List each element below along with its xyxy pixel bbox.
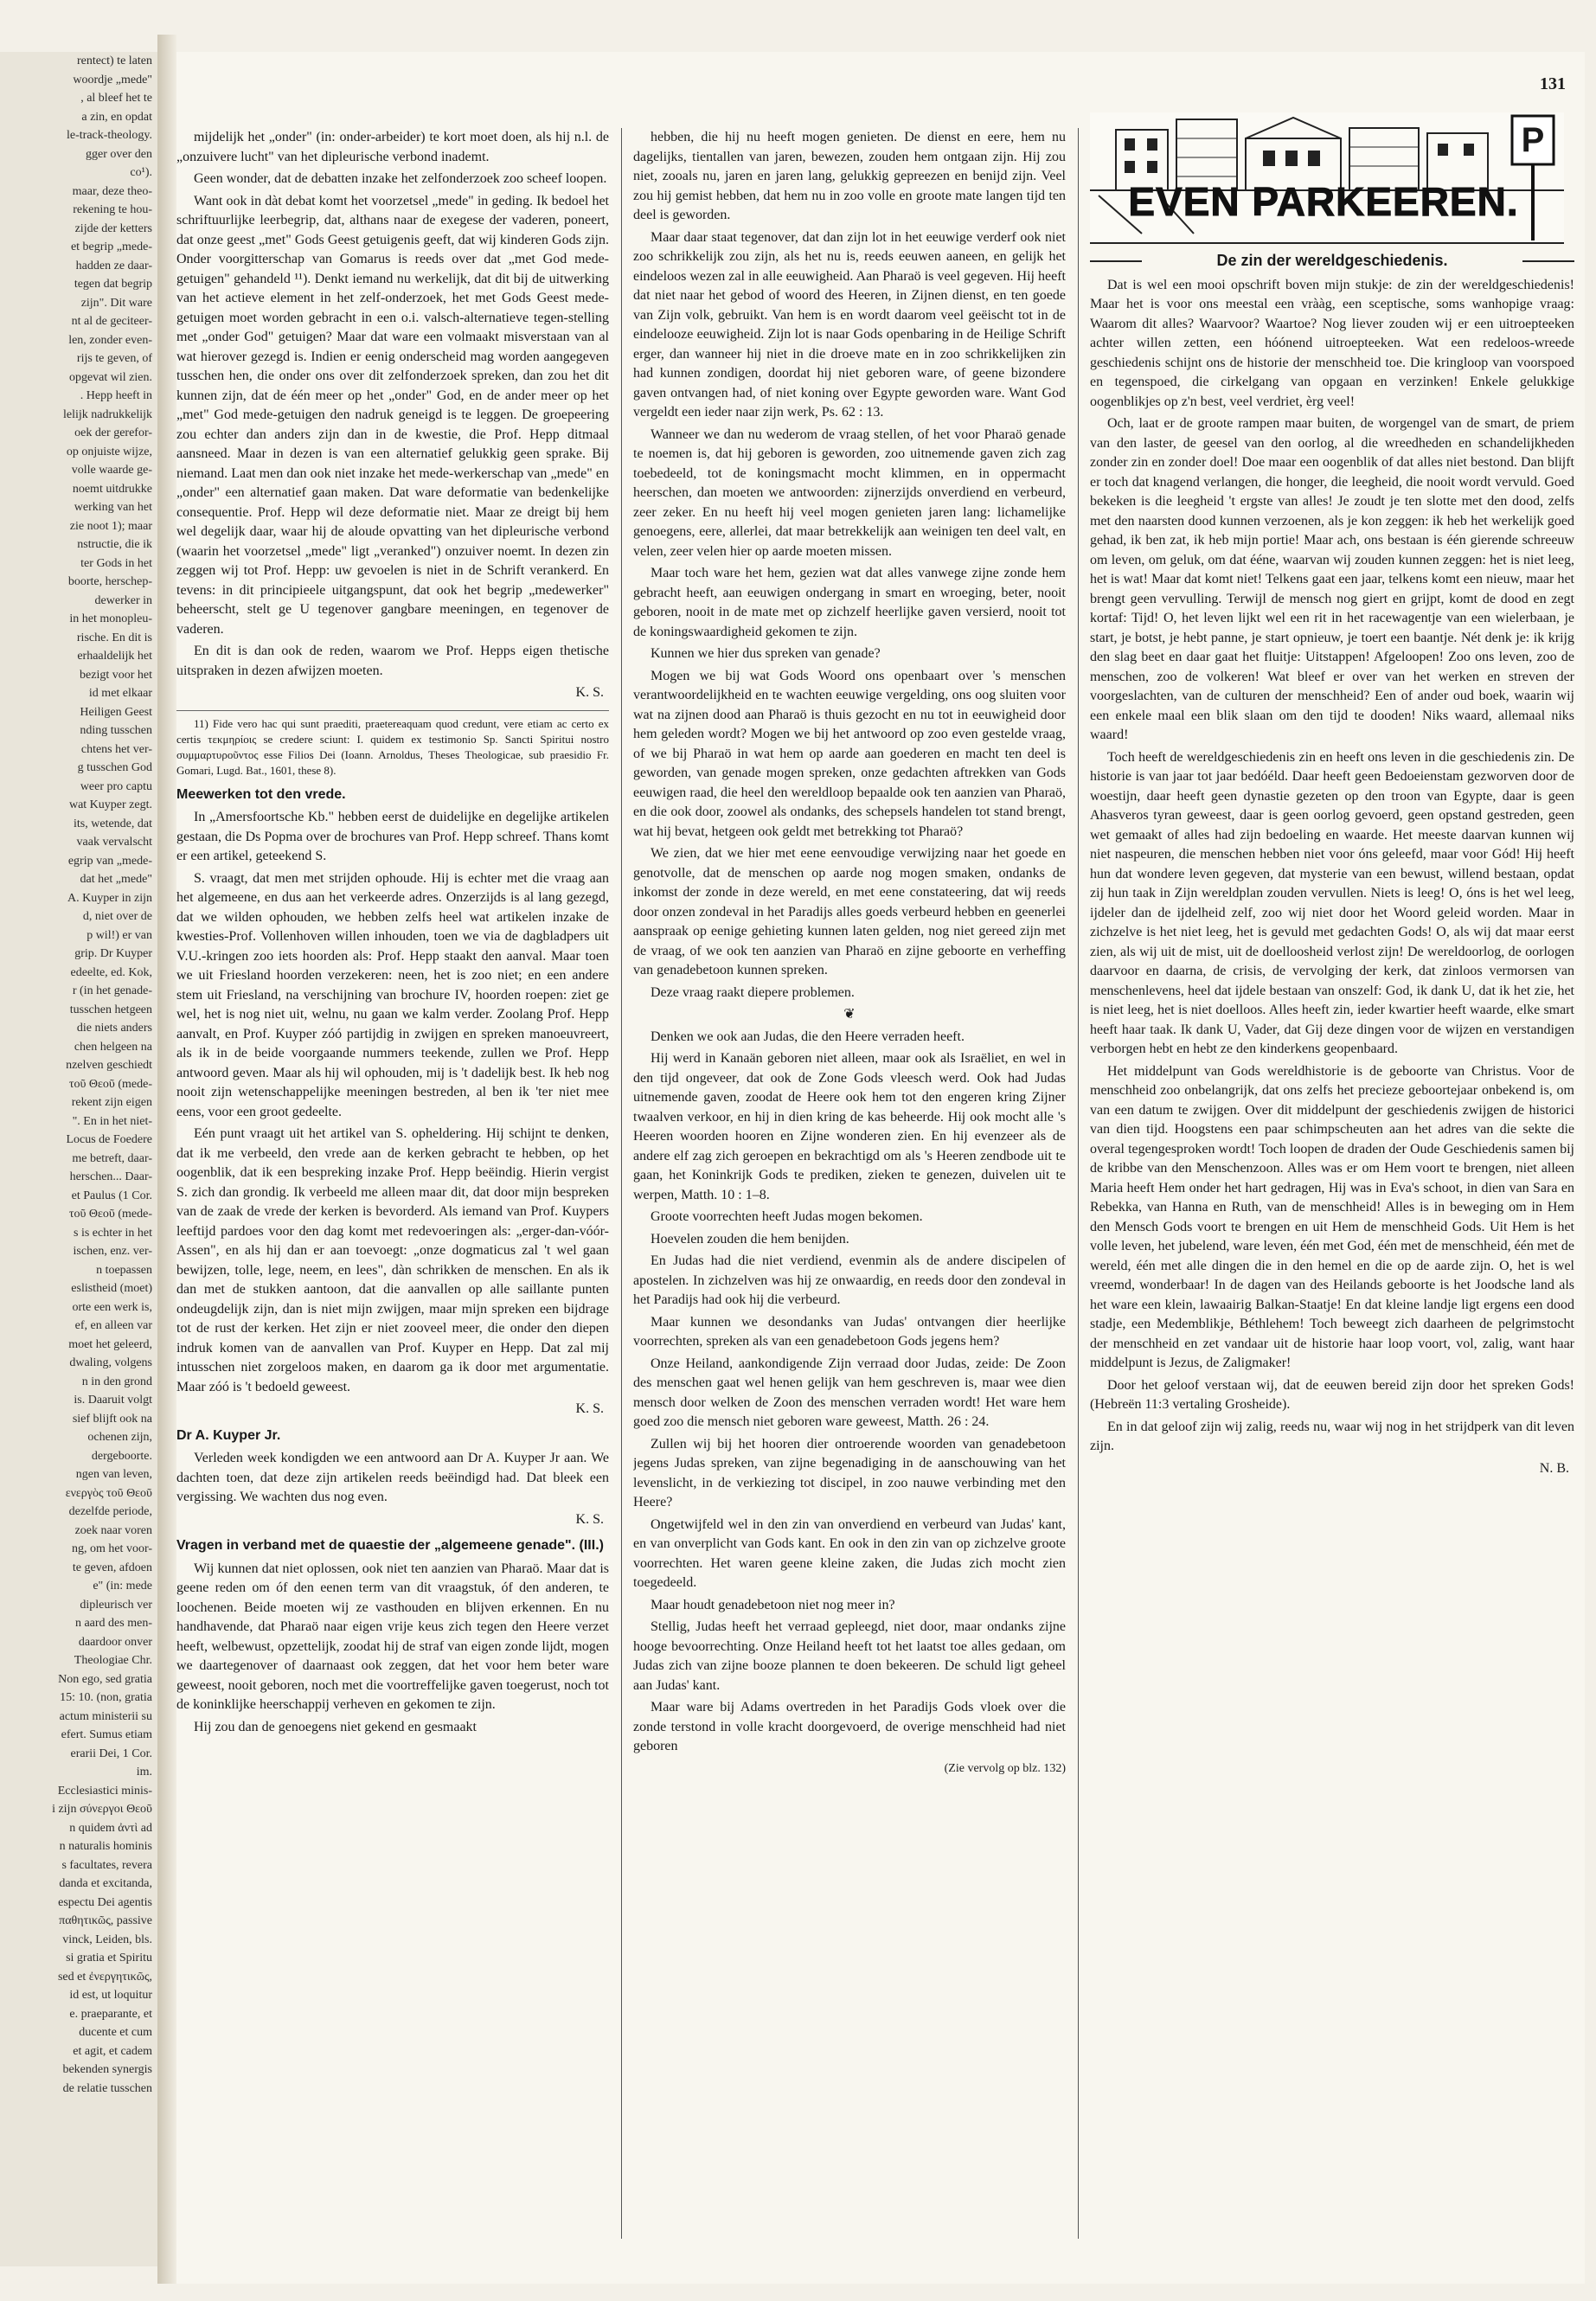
paragraph: Door het geloof verstaan wij, dat de eeuwen bereid zijn door het spreken Gods! (Hebreën 11:3 vertaling Grosheide). xyxy=(1090,1377,1574,1412)
prev-page-line: daardoor onver xyxy=(78,1635,152,1649)
column-rule xyxy=(621,128,622,2239)
prev-page-line: chtens het ver- xyxy=(80,742,152,756)
prev-page-line: bekenden synergis xyxy=(62,2063,152,2076)
prev-page-line: ducente et cum xyxy=(79,2026,152,2039)
prev-page-line: 15: 10. (non, gratia xyxy=(60,1691,152,1704)
paragraph: Onze Heiland, aankondigende Zijn verraad door Judas, zeide: De Zoon des menschen gaat wel henen gelijk van hem geschreven is, maar wee dien mensch door welken de Zoon des menschen verraden wordt! Het ware hem goed zoo die mensch niet geboren ware geweest, Matth. 26 : 24. xyxy=(633,1356,1066,1429)
prev-page-line: n in den grond xyxy=(81,1375,152,1388)
prev-page-line: s facultates, revera xyxy=(61,1858,152,1872)
prev-page-line: n toepassen xyxy=(96,1263,152,1277)
column-banner xyxy=(1090,112,1564,244)
prev-page-line: tegen dat begrip xyxy=(74,278,152,291)
prev-page-line: zoek naar voren xyxy=(74,1523,152,1537)
paragraph: Hij zou dan de genoegens niet gekend en gesmaakt xyxy=(194,1719,477,1734)
prev-page-line: rische. En dit is xyxy=(76,631,152,644)
prev-page-line: vaak vervalscht xyxy=(76,836,152,849)
prev-page-line: herschen... Daar- xyxy=(69,1170,152,1183)
prev-page-line: werking van het xyxy=(74,501,152,514)
prev-page-line: sed et ἐνεργητικῶς, xyxy=(57,1970,152,1984)
prev-page-line: ochenen zijn, xyxy=(87,1431,152,1444)
prev-page-line: espectu Dei agentis xyxy=(58,1895,152,1909)
prev-page-line: n aard des men- xyxy=(74,1617,152,1630)
prev-page-line: ischen, enz. ver- xyxy=(73,1245,152,1258)
prev-page-line: egrip van „mede- xyxy=(67,854,152,868)
paragraph: Maar daar staat tegenover, dat dan zijn lot in het eeuwige verderf ook niet zoo schrikkelijk zou zijn, als het nu is, reeds eeuwen aaneen, en gelijk het eindeloos wezen zal in alle eeuwigheid. Aan Pharaö is veel gegeven. Hij heeft dat niet naar het gebod of woord des Heeren, in Zijnen dienst, en ten goede van Zijn volk, gebruikt. Van hem is en wordt daarom veel geëischt tot in de eindelooze eeuwigheid. Zijn lot is naar Gods openbaring in de Heilige Schrift erger, dan wanneer hij niet in die droeve mate en in zoo schrikkelijken zin had kunnen zondigen, doordat hij niet geboren ware, of geene bizondere gaven ontvangen had, of niet koning over Egypte geworden ware. Want God vergeldt een ieder naar zijn werk, Ps. 62 : 13. xyxy=(633,229,1066,420)
prev-page-line: ng, om het voor- xyxy=(71,1542,152,1555)
paragraph: Kunnen we hier dus spreken van genade? xyxy=(651,646,881,661)
column-3 xyxy=(1090,112,1574,2223)
page-number: 131 xyxy=(1540,74,1566,93)
prev-page-line: len, zonder even- xyxy=(68,333,152,347)
paragraph: Eén punt vraagt uit het artikel van S. opheldering. Hij schijnt te denken, dat ik me verbeeld, den vrede aan de kerken gebracht te hebben, op het oogenblik, dat ik een bespreking inzake Prof. Hepp beëindig. Hierin vergist S. zich dan grondig. Ik verbeeld me alleen maar dit, dat door mijn bespreken van de zaak de vrede der kerken is bevorderd. Als iemand van Prof. Kuypers leeftijd pardoes voor den dag komt met redevoeringen als: „erger-dan-vóór-Assen", en als hij dan er aan toevoegt: „onze dogmaticus zal 't wel gaan bewijzen, tolle, lege, neem, en lees", dàn schrikken de menschen. En als ik dan met de stukken aantoon, dat die aanvallen op alle saillante punten ondeugdelijk zijn, dan is niet mijn zwijgen, maar mijn spreken een bijdrage tot de rust der kerken. Het zijn er niet zooveel meer, die onder den diepen indruk komen van de aanvallen van Prof. Kuyper en Hepp. Dat zal mij intusschen niet zorgeloos maken, en daarom ga ik door met argumentatie. Maar zóó is 't bedoeld geweest. xyxy=(176,1126,609,1394)
paragraph: En dit is dan ook de reden, waarom we Prof. Hepps eigen thetische uitspraken in dezen afwijzen moeten. xyxy=(176,644,609,678)
signature: K. S. xyxy=(575,685,604,700)
prev-page-line: opgevat wil zien. xyxy=(68,370,152,384)
prev-page-line: dergeboorte. xyxy=(91,1449,152,1463)
paragraph: Maar toch ware het hem, gezien wat dat alles vanwege zijne zonde hem gebracht heeft, aan eeuwigen ondergang in smart en wroeging, beter, nooit geboren, nooit in de mate met op zichzelf heerlijke gaven versierd, nooit tot de koningswaardigheid gekomen te zijn. xyxy=(633,566,1066,639)
prev-page-line: te geven, afdoen xyxy=(72,1561,152,1574)
col1-body xyxy=(176,128,609,681)
prev-page-line: nstructie, die ik xyxy=(77,538,152,551)
prev-page-line: nzelven geschiedt xyxy=(66,1059,152,1072)
col3-body xyxy=(1090,276,1574,1457)
prev-page-line: e" (in: mede xyxy=(93,1580,152,1593)
section-title: Dr A. Kuyper Jr. xyxy=(176,1427,281,1443)
prev-page-line: sief blijft ook na xyxy=(72,1412,152,1426)
paragraph: Ongetwijfeld wel in den zin van onverdiend en verbeurd van Judas' kant, en van onverplicht van Gods kant. En ook in den zin van op zichzelve groote voorrechten. Het waren geene kleine zaken, die Judas zich mocht zien toegedeeld. xyxy=(633,1516,1066,1590)
paragraph: Geen wonder, dat de debatten inzake het zelfonderzoek zoo scheef loopen. xyxy=(194,171,607,186)
prev-page-line: its, wetende, dat xyxy=(74,817,152,830)
prev-page-line: hadden ze daar- xyxy=(75,259,152,272)
footnote xyxy=(176,710,609,779)
prev-page-line: erarii Dei, 1 Cor. xyxy=(70,1747,152,1760)
paragraph: Want ook in dàt debat komt het voorzetsel „mede" in geding. Ik bedoel het schriftuurlijke leerbegrip, dat, althans naar de exegese der vaderen, poneert, dat onze geest „met" Gods Geest getuigenis geeft, dat wij kinderen Gods zijn. Onder voorgitterschap van Gomarus is reeds over dat „met God mede-getuigen" gehandeld ¹¹). Denkt iemand nu werkelijk, dat dit bij de uitwerking van het actieve element in het zelf-onderzoek, het met Gods Geest mede-getuigen moet worden gebracht in een o.i. valsch-alternatieve tegen-stelling met „onder God" getuigen? Maar dat ware een volmaakt misverstaan van al wat hierover gezegd is. Indien er eenig onderscheid mag worden aangegeven tusschen hen, die onder ons over dit zelfonderzoek spreken, dan zou het dit kunnen zijn, dat de één meer op het „onder" God, en de ander meer op het „met" God mede-getuigen den nadruk geneigd is te leggen. De groepeering zou echter dan anders zijn dan in de kwestie, die Prof. Hepp ditmaal aansneed. Maar in dezen is van een alternatief gelukkig geen sprake. Bij niemand. Laat men dan ook niet inzake het mede-werkerschap van „mede" en „onder" een alternatief gaan maken. Dat ware deformatie van bedenkelijke consequentie. Prof. Hepp wil deze deformatie niet. Maar ze dreigt bij hem wel degelijk daar, waar hij de aloude opvatting van het dipleurische verbond (waarin het voorzetsel „mede" ligt „veranked") onzuiver noemt. In dezen zin zeggen wij tot Prof. Hepp: uw gevoelen is niet in de Schrift verankerd. En tevens: in dit principieele uitgangspunt, dat ook het begrip „medewerker" beheerscht, stelt ge U tegenover gangbare meeningen, en tegenover de vaderen. xyxy=(176,193,609,637)
prev-page-line: rekent zijn eigen xyxy=(71,1096,152,1109)
prev-page-line: oek der gerefor- xyxy=(74,426,152,439)
prev-page-line: op onjuiste wijze, xyxy=(66,445,152,458)
prev-page-line: Locus de Foedere xyxy=(66,1133,152,1146)
prev-page-line: s is echter in het xyxy=(74,1226,152,1240)
prev-page-line: zijde der ketters xyxy=(74,221,152,235)
paragraph: Denken we ook aan Judas, die den Heere verraden heeft. xyxy=(651,1029,965,1044)
signature: N. B. xyxy=(1539,1460,1569,1476)
prev-page-line: dat het „mede" xyxy=(80,873,152,886)
prev-page-line: wat Kuyper zegt. xyxy=(68,798,152,811)
prev-page-line: vinck, Leiden, bls. xyxy=(62,1932,152,1946)
paragraph: Maar ware bij Adams overtreden in het Paradijs Gods vloek over die zonde terstond in volle kracht doorgevoerd, de overige menschheid had niet geboren xyxy=(633,1700,1066,1753)
prev-page-line: ενεργὸς τοῦ Θεοῦ xyxy=(65,1486,152,1500)
paragraph: Dat is wel een mooi opschrift boven mijn stukje: de zin der wereldgeschiedenis! Maar het is voor ons meestal een vrààg, een sceptische, soms wanhopige vraag: Waarom dit alles? Waarvoor? Waartoe? Nog liever zouden wij er een uitroepteeken achter willen zetten, een hóónend uitroepteeken. Wat een redeloos-wreede geschiedenis schijnt ons de historie der menschheid toe. Die kringloop van voorspoed en tegenspoed, die cirkelgang van opgaan en verzinken! Enkele gelukkige oogenblikjes op z'n best, veel verdriet, èrg veel! xyxy=(1090,277,1574,409)
paragraph: In „Amersfoortsche Kb." hebben eerst de duidelijke en degelijke artikelen gestaan, die Ds Popma over de brochures van Prof. Hepp schreef. Thans komt er een artikel, geteekend S. xyxy=(176,810,609,863)
prev-page-line: i zijn σύνεργοι Θεοῦ xyxy=(52,1803,152,1816)
prev-page-line: p wil!) er van xyxy=(87,928,152,942)
prev-page-line: maar, deze theo- xyxy=(72,184,152,198)
prev-page-line: woordje „mede" xyxy=(73,73,152,87)
prev-page-line: nt al de geciteer- xyxy=(71,315,152,328)
paragraph: Deze vraag raakt diepere problemen. xyxy=(651,984,855,1000)
prev-page-line: grip. Dr Kuyper xyxy=(74,947,152,960)
paragraph: Verleden week kondigden we een antwoord aan Dr A. Kuyper Jr aan. We dachten toen, dat deze zijn artikelen reeds beëindigd had. Dat bleek een vergissing. We wachten dus nog even. xyxy=(176,1451,609,1504)
prev-page-line: Non ego, sed gratia xyxy=(58,1672,152,1686)
section-title: Meewerken tot den vrede. xyxy=(176,786,346,802)
prev-page-line: noemt uitdrukke xyxy=(72,482,152,496)
paragraph: S. vraagt, dat men met strijden ophoude. Hij is echter met die vraag aan het algemeene, en dus aan het verkeerde adres. Onzerzijds is al lang gezegd, dat we wilden ophouden, we hebben zelfs heel wat artikelen inzake de kwesties-Prof. Vollenhoven willen inhouden, toen we via de dagbladpers uit V.U.-kringen zoo iets hoorden als: Prof. Hepp staakt den aanval. Maar toen we uit Friesland hoorden verzekeren: neen, het is zoo niet; en een andere stem uit Friesland, na verschijning van brochure IV, hoorden roepen: ziet ge wel, het is nog niet uit, welnu, nu gaan we kalm verder. Zoolang Prof. Hepp aanvalt, en Prof. Kuyper zóó partijdig in zwijgen en spreken manoeuvreert, als ik in de beide voorgaande nummers teekende, zullen we Prof. Hepp antwoord geven. Maar als hij wil ophouden, mij is 't dadelijk best. Ik heb nog nooit zijn wetenschappelijke meeningen bestreden, al ben ik 'ter niet mee eens, voor een groot gedeelte. xyxy=(176,870,609,1119)
prev-page-line: A. Kuyper in zijn xyxy=(67,891,152,905)
prev-page-line: et agit, et cadem xyxy=(73,2044,152,2058)
prev-page-line: dwaling, volgens xyxy=(69,1356,152,1369)
prev-page-line: et begrip „mede- xyxy=(70,240,152,253)
prev-page-line: dewerker in xyxy=(94,593,152,607)
prev-page-line: weer pro captu xyxy=(80,779,152,793)
prev-page-line: et Paulus (1 Cor. xyxy=(71,1189,152,1202)
prev-page-line: id met elkaar xyxy=(88,687,152,700)
prev-page-line: de relatie tusschen xyxy=(62,2081,152,2095)
col2-body-a xyxy=(633,128,1066,1003)
prev-page-line: tusschen hetgeen xyxy=(69,1003,152,1016)
section-body xyxy=(176,808,609,1397)
paragraph: mijdelijk het „onder" (in: onder-arbeider) te kort moet doen, als hij n.l. de „onzuivere lucht" van het dipleurische verbond inademt. xyxy=(176,130,609,164)
section-body xyxy=(176,1449,609,1508)
paragraph: Stellig, Judas heeft het verraad gepleegd, niet door, maar ondanks zijne hooge bevoorrechting. Onze Heiland heeft tot het laatst toe alles gedaan, om Judas zich van zijne booze plannen te doen bekeeren. De schuld ligt geheel aan Judas' kant. xyxy=(633,1619,1066,1693)
paragraph: Toch heeft de wereldgeschiedenis zin en heeft ons leven in die geschiedenis zin. De historie is van jaar tot jaar bedóéld. Daar heeft geen Bedoeienstam gezworven door de woestijn, daar heeft geen dynastie gezeten op den troon van Egypte, daar is geen Ahasveros tyran geweest, daar is geen oorlog gevoerd, geen opstand gestreden, geen wet gemaakt of alles had zijn bedoeling en waarde. Het meeste daarvan kunnen wij niet naspeuren, die menschen hebben niet voor óns geleefd, maar voor Gód! Hij heeft hun dat wondere leven gegeven, dat mysterie van een bewust, willend bestaan, opdat zij hun taak in Zijn wereldplan zouden vervullen. Niets is leeg! O, óns is het wel leeg, ijdeler dan de ijdelheid zelf, zoo wij niet door het Woord geleid worden. Maar in zichzelve is het niet leeg, het is gevuld met gedachten Gods! O, als wij dat maar eerst zien, als wij uit de mist, uit de doelloosheid verlost zijn! De wereldoorlog, de oorlogen daarvoor en daarna, de crisis, de vervolging der kerk, dat zinloos vermorsen van menschenlevens, heel dat ijdele bestaan van onszelf: God, ik dank U, dat ik het zie, het is niet leeg, het is niet doelloos. Alles heeft zin, ieder kwartier heeft waarde, elke smart heeft haar taak. Ik dank U, Vader, dat Gij deze dingen voor de wijzen en verstandigen verborgen hebt en hebt ze den kinderkens geopenbaard. xyxy=(1090,749,1574,1056)
page-gutter xyxy=(157,35,176,2284)
prev-page-line: orte een werk is, xyxy=(72,1300,152,1314)
prev-page-line: g tusschen God xyxy=(77,761,152,774)
prev-page-line: zijn". Dit ware xyxy=(80,296,152,310)
prev-page-line: die niets anders xyxy=(76,1022,152,1035)
paragraph: En in dat geloof zijn wij zalig, reeds nu, waar wij nog in het strijdperk van dit leven zijn. xyxy=(1090,1419,1574,1453)
prev-page-line: erhaaldelijk het xyxy=(77,650,152,663)
prev-page-line: volle waarde ge- xyxy=(71,464,152,477)
prev-page-line: eslistheid (moet) xyxy=(71,1282,152,1295)
signature: K. S. xyxy=(575,1401,604,1416)
footnote-text: 11) Fide vero hac qui sunt praediti, praetereaquam quod credunt, vere etiam ac certo ex certis τεκμηρίοις se credere sciunt: I. quidem ex testimonio Sp. Sancti Spiritui nostro συμμαρτυροῦντος esse Filios Dei (Ioann. Arnoldus, Theses Theologicae, sub praesidio Fr. Gomari, Lugd. Bat., 1601, these 8). xyxy=(176,716,609,777)
prev-page-line: danda et excitanda, xyxy=(59,1877,152,1890)
prev-page-line: e. praeparante, et xyxy=(69,2007,152,2021)
paragraph: Groote voorrechten heeft Judas mogen bekomen. xyxy=(651,1209,923,1224)
prev-page-line: Heiligen Geest xyxy=(80,705,152,719)
paragraph: Wij kunnen dat niet oplossen, ook niet ten aanzien van Pharaö. Maar dat is geene reden om óf den eenen term van dit vraagstuk, óf den anderen, te loochenen. Beide moeten wij ze vasthouden en blijven erkennen. En nu handhavende, dat Pharaö naar eigen vrije keus zich tegen den Heere verzet heeft, welbewust, opzettelijk, zoodat hij de straf van eigen zonde lijdt, mogen we daartegenover of daarnaast ook zeggen, dat het voor hem beter ware geweest, nooit geboren, noch met die voortreffelijke gaven toegerust, noch tot de koninklijke heerschappij verheven en gekomen te zijn. xyxy=(176,1561,609,1712)
prev-page-line: παθητικῶς, passive xyxy=(59,1914,152,1927)
prev-page-line: co¹). xyxy=(130,166,152,179)
prev-page-line: Theologiae Chr. xyxy=(74,1654,152,1667)
prev-page-line: τοῦ Θεοῦ (mede- xyxy=(68,1077,152,1091)
prev-page-line: nding tusschen xyxy=(80,724,152,737)
prev-page-line: zie noot 1); maar xyxy=(69,519,152,533)
prev-page-line: d, niet over de xyxy=(82,910,152,923)
prev-page-line: n naturalis hominis xyxy=(59,1840,152,1853)
prev-page-line: le-track-theology. xyxy=(67,129,152,142)
prev-page-line: dipleurisch ver xyxy=(80,1598,152,1612)
continued-note: (Zie vervolg op blz. 132) xyxy=(944,1761,1066,1775)
prev-page-line: rentect) te laten xyxy=(76,54,152,67)
prev-page-line: moet het geleerd, xyxy=(68,1337,152,1351)
prev-page-line: Ecclesiastici minis- xyxy=(57,1784,152,1798)
paragraph: Hij werd in Kanaän geboren niet alleen, maar ook als Israëliet, en wel in den tijd ongeveer, dat ook de Zone Gods vleesch werd. Ook had Judas uitnemende gaven, zoodat de Heere ook hem tot den engeren kring Zijner twaalven verkoor, en hij in dien kring de kas beheerde. Hij ook mocht alle 's Heeren woorden hooren en Zijne wonderen zien. En hij evenzeer als de andere elf zag zich geroepen en bekrachtigd om als 's Heeren zendbode uit te gaan, het Koninkrijk Gods te prediken, zieken te genezen, duivelen uit te werpen, Matth. 10 : 1–8. xyxy=(633,1051,1066,1202)
prev-page-line: a zin, en opdat xyxy=(81,110,152,124)
prev-page-line: id est, ut loquitur xyxy=(69,1989,152,2002)
paragraph: Wanneer we dan nu wederom de vraag stellen, of het voor Pharaö genade te noemen is, dat hij geboren is geworden, zoo uitnemende gaven zich zag toebedeeld, tot de koningsmacht mocht klimmen, en in oppermacht heerschen, dan moeten we antwoorden: zijnerzijds onverdiend en verbeurd, zeer zeker. En nu heeft hij veel mogen genieten jaren lang: lichamelijke genoegens, eere, allerlei, dat maar betrekkelijk aan weinigen ten deel valt, en velen, zeer velen hier op aarde moeten missen. xyxy=(633,426,1066,559)
prev-page-line: in het monopleu- xyxy=(69,612,152,625)
ornament-divider: ❦ xyxy=(843,1007,856,1022)
prev-page-line: ". En in het niet- xyxy=(72,1114,152,1128)
column-2 xyxy=(633,128,1066,2239)
parking-sign-letter: P xyxy=(1521,121,1545,159)
article-subtitle: De zin der wereldgeschiedenis. xyxy=(1090,251,1574,271)
prev-page-line: im. xyxy=(136,1766,152,1779)
paragraph: hebben, die hij nu heeft mogen genieten. De dienst en eere, hem nu dagelijks, tientallen van jaren, bewezen, zouden hem ontgaan zijn. Hij zou niet, zooals nu, jaren en jaren lang, gelukkig gepreezen en benijd zijn. Veel zou hij gemist hebben, dat hem nu in zoo volle en groote mate langen tijd ten deel is geworden. xyxy=(633,130,1066,222)
paragraph: Maar houdt genadebetoon niet nog meer in? xyxy=(651,1597,895,1612)
prev-page-line: actum ministerii su xyxy=(59,1709,152,1723)
newspaper-page xyxy=(176,52,1585,2284)
prev-page-line: lelijk nadrukkelijk xyxy=(62,407,152,421)
prev-page-line: rekening te hou- xyxy=(73,203,152,216)
paragraph: Het middelpunt van Gods wereldhistorie is de geboorte van Christus. Voor de menschheid zoo onbelangrijk, dat ons zelfs het precieze geboortejaar onbekend is, om van een datum te zwijgen. Over dit middelpunt der geschiedenis zwijgen de historici van dien tijd. Hoogstens een paar schimpscheuten aan het adres van die sekte die overal tegengesproken wordt! Toch loopen de draden der Oude Geschiedenis samen bij de kribbe van den Menschenzoon. Alles was er om Hem voort te brengen, niet alleen Maria heeft Hem onder het hart gedragen, Hij was in Eva's schoot, in dien van Sara en Rebekka, van Hanna en Ruth, van de menschheid! Alles is in beweging om in Hem den Mensch Gods voort te brengen en uit Hem de menschheid Gods. Uit Hem is het volle leven, het jubelend, ware leven, één met God, één met de menschheid, één met de wereld, één met alle dingen die in den hemel en die op de aarde zijn. O, het is wel vreemd, wonderbaar! In de dagen van des Heilands geboorte is het Joodsche land als het ware een klein, lawaairig Balkan-Staatje! En dat kleine landje ligt ergens een dood stadje, een Medemblikje, Béthlehem! Toch beweegt zich daarheen de pelgrimstocht der menschheid en zet vandaar uit de historie haar loop voort, vol, zalig, want haar middelpunt is Jezus, de Zaligmaker! xyxy=(1090,1063,1574,1370)
paragraph: Och, laat er de groote rampen maar buiten, de worgengel van de smart, de priem van den laster, de geesel van den oorlog, al die wreedheden en schandelijkheden zonder zin en zonder doel! Doe maar een oogenblik of dat alles niet bestond. Dan blijft er toch dat knagend verlangen, die honger, die leegheid, die nooit wordt vervuld. Goed bekeken is die leegheid 't ergste van alles! Je zoudt je ten slotte met den dood, zelfs met den naarsten dood kunnen verzoenen, als je kon zeggen: ik heb het werkelijk goed gehad, ik ben zat, ik heb mijn portie! Maar ach, ons bestaan is één gierende schreeuw om leven, om geluk, om dat ééne, waarvan wij zouden kunnen zeggen: het is niet leeg, het is wat! Maar dat komt niet! Telkens gaat een jaar, telkens komt een nieuw, maar het brengt geen vervulling. Terwijl de mensch nog giert en grijpt, komt de dood en zegt kortaf: Tijd! O, het leven lijkt wel een rit in het racewagentje van een wielerbaan, je start, je botst, je hebt panne, je start opnieuw, je toert een baantje. Nét denk je: ik krijg den slag beet en daar gaat het fluitje: Uitstappen! Afgeloopen! Zoo ons leven, zoo de menschen, zoo de volkeren! Wat bleef er over van het werken en streven der voorgeslachten, van de culturen der menschheid? Een of ander oud boek, waarin wij een enkele maal een blik slaan om den tijd te dooden! Niks waard, allemaal niks waard! xyxy=(1090,416,1574,742)
column-rule xyxy=(1078,128,1079,2239)
paragraph: Maar kunnen we desondanks van Judas' ontvangen dier heerlijke voorrechten, spreken als van een genadebetoon Gods jegens hem? xyxy=(633,1314,1066,1349)
prev-page-line: gger over den xyxy=(86,147,152,161)
signature: K. S. xyxy=(575,1511,604,1527)
prev-page-line: ter Gods in het xyxy=(80,556,152,570)
prev-page-line: bezigt voor het xyxy=(80,668,152,682)
previous-page-edge xyxy=(0,52,158,2266)
prev-page-line: r (in het genade- xyxy=(72,984,152,997)
banner-title: EVEN PARKEEREN. xyxy=(1128,179,1519,224)
paragraph: Mogen we bij wat Gods Woord ons openbaart over 's menschen verantwoordelijkheid en te wachten eeuwige vergelding, ons oog sluiten voor wat na zijnen dood aan Pharaö is thuis gezocht en nu tot in eeuwigheid door hem geleden wordt? Mogen we bij het antwoord op zoo even gestelde vraag, of we bij Pharaö in wat hem op aarde aan goederen en macht ten deel is geworden, van genade mogen spreken, onze gedachten aftrekken van Gods eeuwigen raad, die heel den wereldloop bepaalde ook ten aanzien van Pharaö, en die ook door, zoowel als ondanks, des schepsels handelen tot stand brengt, wat hij bevat, hetgeen ook geldt met betrekking tot Pharaö? xyxy=(633,668,1066,839)
prev-page-line: , al bleef het te xyxy=(80,92,152,105)
column-1 xyxy=(176,128,609,2239)
prev-page-line: boorte, herschep- xyxy=(67,575,152,588)
section-title: Vragen in verband met de quaestie der „algemeene genade". (III.) xyxy=(176,1538,604,1553)
prev-page-line: dezelfde periode, xyxy=(68,1505,152,1518)
prev-page-line: is. Daaruit volgt xyxy=(74,1394,152,1407)
section-body xyxy=(176,1560,609,1738)
prev-page-line: me betreft, daar- xyxy=(72,1151,152,1165)
prev-page-line: τοῦ Θεοῦ (mede- xyxy=(68,1208,152,1221)
paragraph: En Judas had die niet verdiend, evenmin als de andere discipelen of apostelen. In zichzelven was hij ze onwaardig, en reeds door den zondeval in het Paradijs had ook hij die verbeurd. xyxy=(633,1253,1066,1307)
prev-page-line: ngen van leven, xyxy=(75,1468,152,1481)
prev-page-line: chen helgeen na xyxy=(74,1040,152,1054)
prev-page-line: n quidem ἀντὶ ad xyxy=(69,1821,152,1835)
prev-page-line: rijs te geven, of xyxy=(76,352,152,365)
paragraph: Zullen wij bij het hooren dier ontroerende woorden van genadebetoon jegens Judas spreken, van zijne begenadiging in de aanschouwing van het levenslicht, in de verkiezing tot discipel, in zoo nauwe verbinding met den Heere? xyxy=(633,1436,1066,1509)
prev-page-line: edeelte, ed. Kok, xyxy=(70,965,152,979)
prev-page-line: . Hepp heeft in xyxy=(80,389,152,402)
prev-page-line: si gratia et Spiritu xyxy=(66,1952,152,1965)
prev-page-line: efert. Sumus etiam xyxy=(61,1728,152,1741)
col2-body-b xyxy=(633,1028,1066,1757)
prev-page-line: ef, en alleen var xyxy=(74,1319,152,1332)
paragraph: We zien, dat we hier met eene eenvoudige verwijzing naar het goede en genotvolle, dat de menschen op aarde nog mogen smaken, ondanks de inkomst der zonde in deze wereld, en met eene constateering, dat wij reeds door onzen zondeval in het Paradijs alles goeds verbeurd hebben en geenerlei aanspraak op eenige gehieting kunnen laten gelden, nog niet gereed zijn met de vraag, of we ook ten aanzien van Pharaö en zijne geboorte en verheffing van genadebetoon kunnen spreken. xyxy=(633,846,1066,977)
paragraph: Hoevelen zouden die hem benijden. xyxy=(651,1231,849,1247)
